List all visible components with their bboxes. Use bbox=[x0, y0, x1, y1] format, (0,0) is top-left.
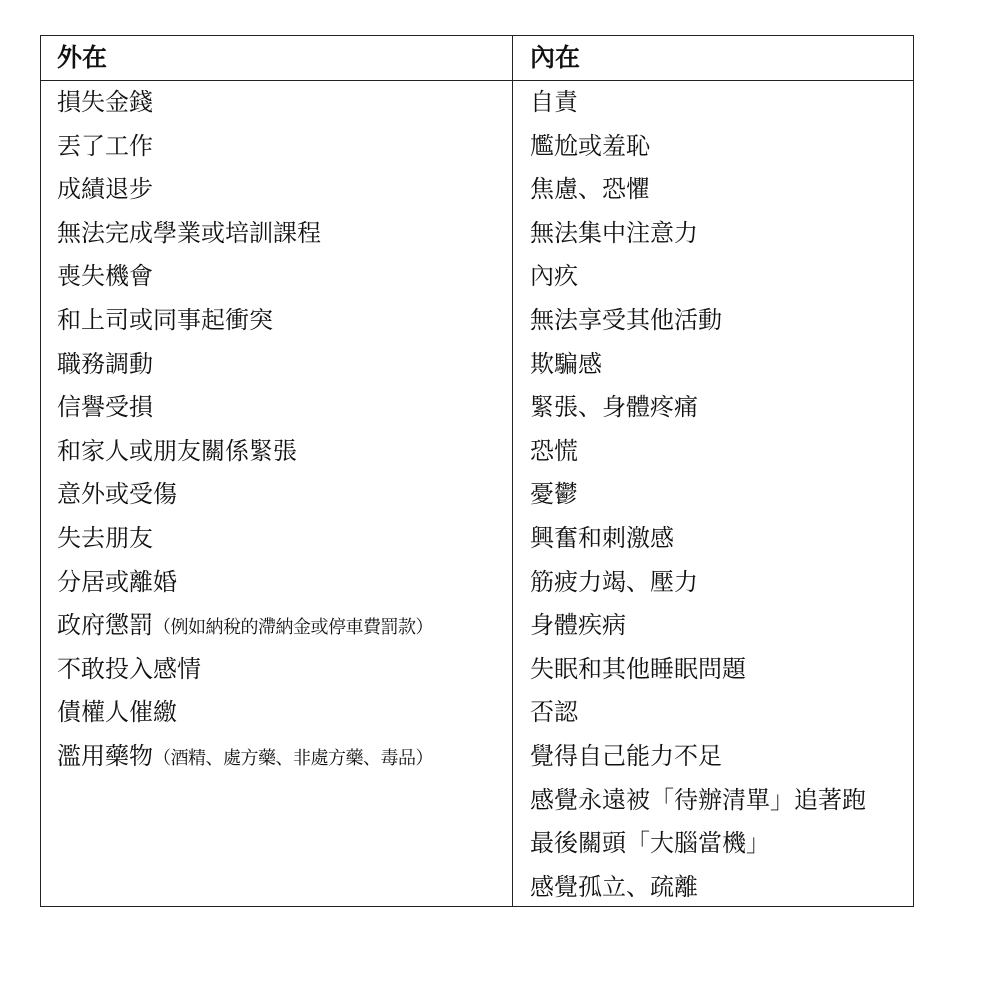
external-item-text: 職務調動 bbox=[57, 349, 153, 378]
internal-item: 感覺永遠被「待辦清單」追著跑 bbox=[530, 785, 866, 814]
external-item bbox=[57, 125, 505, 169]
external-column bbox=[57, 36, 505, 779]
internal-header: 內在 bbox=[530, 43, 581, 72]
external-item bbox=[57, 473, 505, 517]
internal-item: 覺得自己能力不足 bbox=[530, 741, 722, 770]
internal-column bbox=[530, 36, 910, 909]
external-item-text: 成績退步 bbox=[57, 175, 153, 204]
internal-item: 自責 bbox=[530, 88, 578, 116]
internal-item: 無法享受其他活動 bbox=[530, 305, 722, 334]
internal-item: 感覺孤立、疏離 bbox=[530, 872, 698, 901]
internal-item: 緊張、身體疼痛 bbox=[530, 393, 698, 422]
internal-item: 最後關頭「大腦當機」 bbox=[530, 829, 770, 858]
external-item-text: 失去朋友 bbox=[57, 523, 153, 552]
internal-item: 失眠和其他睡眠問題 bbox=[530, 654, 746, 683]
external-item-text: 和家人或朋友關係緊張 bbox=[57, 436, 297, 465]
internal-item: 筋疲力竭、壓力 bbox=[530, 567, 698, 596]
external-item bbox=[57, 212, 505, 256]
external-item-text: 無法完成學業或培訓課程 bbox=[57, 218, 321, 247]
external-item bbox=[57, 517, 505, 561]
external-item-text: 債權人催繳 bbox=[57, 698, 177, 727]
internal-item: 身體疾病 bbox=[530, 611, 626, 640]
internal-item: 內疚 bbox=[530, 262, 578, 291]
external-header: 外在 bbox=[57, 43, 108, 72]
internal-item: 無法集中注意力 bbox=[530, 218, 698, 247]
external-item bbox=[57, 604, 505, 648]
external-list bbox=[57, 80, 505, 779]
external-item bbox=[57, 343, 505, 387]
external-item-text: 不敢投入感情 bbox=[57, 654, 201, 683]
column-divider bbox=[512, 36, 513, 906]
internal-item: 尷尬或羞恥 bbox=[530, 131, 650, 160]
internal-item: 欺騙感 bbox=[530, 349, 602, 378]
external-item bbox=[57, 735, 505, 779]
external-item bbox=[57, 168, 505, 212]
external-item-text: 丟了工作 bbox=[57, 131, 153, 160]
external-item bbox=[57, 255, 505, 299]
internal-item: 焦慮、恐懼 bbox=[530, 175, 650, 204]
external-item-text: 濫用藥物 bbox=[57, 741, 153, 770]
internal-item: 興奮和刺激感 bbox=[530, 523, 674, 552]
external-item bbox=[57, 299, 505, 343]
external-item-note: （例如納稅的滯納金或停車費罰款） bbox=[153, 617, 433, 639]
internal-item: 恐慌 bbox=[530, 436, 578, 465]
external-item-text: 政府懲罰 bbox=[57, 611, 153, 640]
external-item-note: （酒精、處方藥、非處方藥、毒品） bbox=[153, 747, 433, 769]
internal-item: 憂鬱 bbox=[530, 480, 578, 509]
consequences-table bbox=[40, 35, 914, 907]
external-item-text: 信譽受損 bbox=[57, 393, 153, 422]
external-item-text: 和上司或同事起衝突 bbox=[57, 305, 273, 334]
external-item-text: 喪失機會 bbox=[57, 262, 153, 291]
external-item bbox=[57, 430, 505, 474]
external-item-text: 意外或受傷 bbox=[57, 480, 177, 509]
external-item bbox=[57, 386, 505, 430]
external-item bbox=[57, 691, 505, 735]
external-item bbox=[57, 561, 505, 605]
external-item-text: 分居或離婚 bbox=[57, 567, 177, 596]
internal-list bbox=[530, 80, 910, 909]
external-item bbox=[57, 648, 505, 692]
external-item-text: 損失金錢 bbox=[57, 88, 153, 116]
external-item bbox=[57, 81, 505, 125]
internal-item: 否認 bbox=[530, 698, 578, 727]
